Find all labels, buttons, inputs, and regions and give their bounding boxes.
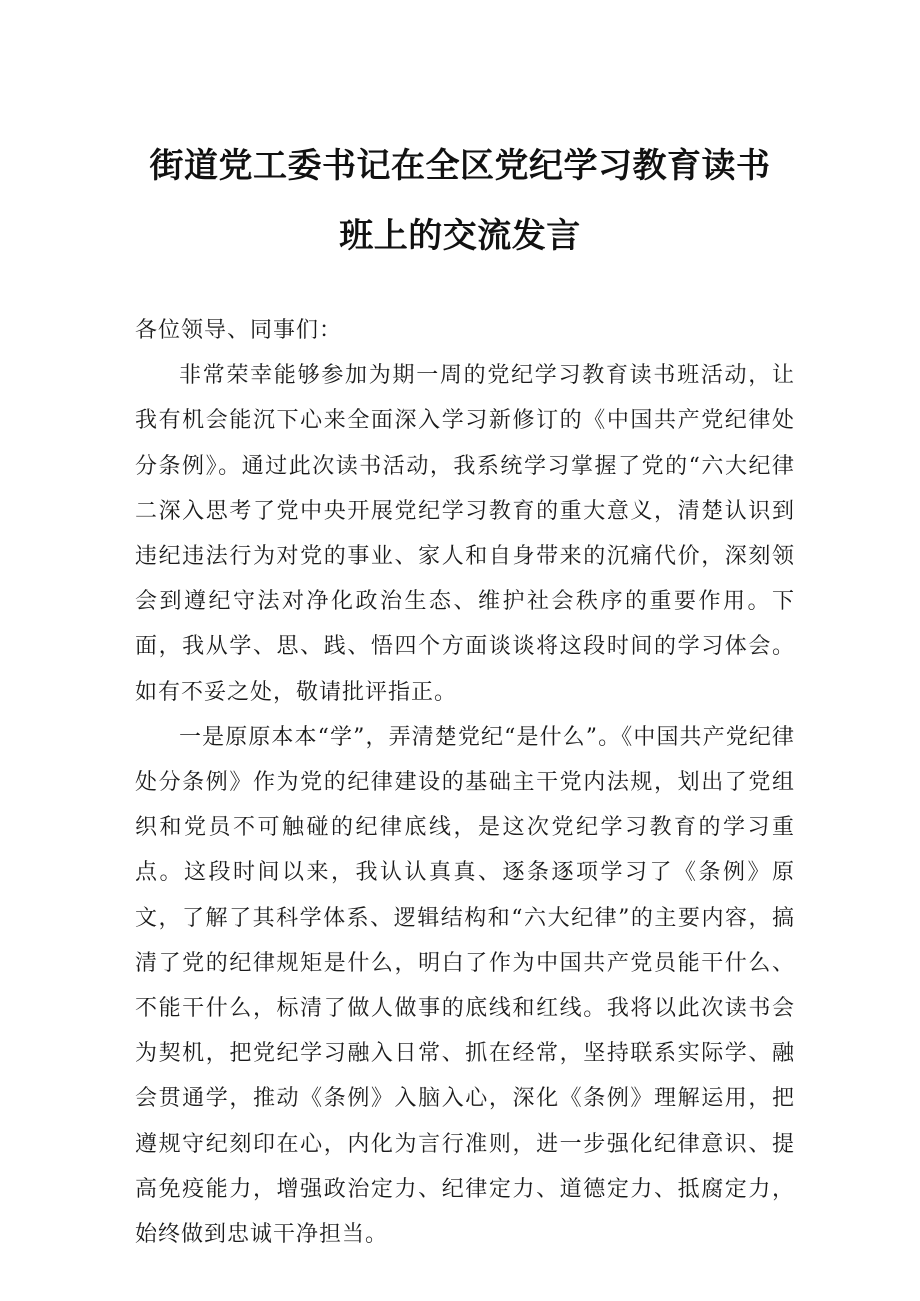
paragraph-intro: 非常荣幸能够参加为期一周的党纪学习教育读书班活动，让我有机会能沉下心来全面深入学习新修订的《中国共产党纪律处分条例》。通过此次读书活动，我系统学习掌握了党的“六大纪律二深入思考了党中央开展党纪学习教育的重大意义，清楚认识到违纪违法行为对党的事业、家人和自身带来的沉痛代价，深刻领会到遵纪守法对净化政治生态、维护社会秩序的重要作用。下面，我从学、思、践、悟四个方面谈谈将这段时间的学习体会。如有不妥之处，敬请批评指正。 <box>135 363 795 705</box>
paragraph-study: 一是原原本本“学”，弄清楚党纪“是什么”。《中国共产党纪律处分条例》作为党的纪律建设的基础主干党内法规，划出了党组织和党员不可触碰的纪律底线，是这次党纪学习教育的学习重点。这段时间以来，我认认真真、逐条逐项学习了《条例》原文，了解了其科学体系、逻辑结构和“六大纪律”的主要内容，搞清了党的纪律规矩是什么，明白了作为中国共产党员能干什么、不能干什么，标清了做人做事的底线和红线。我将以此次读书会为契机，把党纪学习融入日常、抓在经常，坚持联系实际学、融会贯通学，推动《条例》入脑入心，深化《条例》理解运用，把遵规守纪刻印在心，内化为言行准则，进一步强化纪律意识、提高免疫能力，增强政治定力、纪律定力、道德定力、抵腐定力，始终做到忠诚干净担当。 <box>135 724 795 1248</box>
document-body <box>135 308 795 1257</box>
document-title-line-2: 班上的交流发言 <box>339 216 581 256</box>
salutation: 各位领导、同事们： <box>135 318 343 343</box>
document-title-line-1: 街道党工委书记在全区党纪学习教育读书 <box>149 146 771 186</box>
